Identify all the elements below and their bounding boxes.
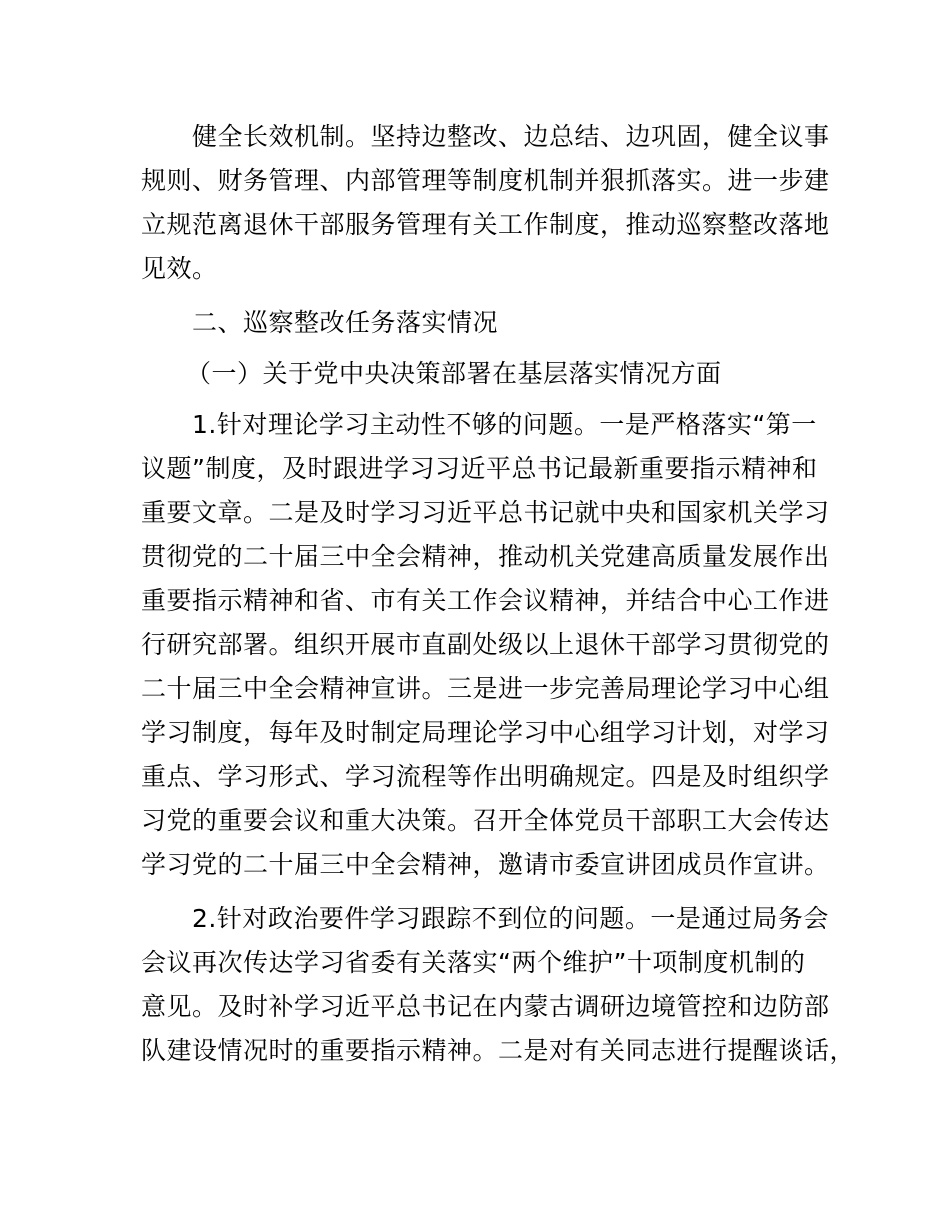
paragraph-2-line-3: 重要文章。二是及时学习习近平总书记就中央和国家机关学习 xyxy=(141,498,830,527)
paragraph-2-line-9: 重点、学习形式、学习流程等作出明确规定。四是及时组织学 xyxy=(141,762,830,791)
paragraph-1-line-1: 健全长效机制。坚持边整改、边总结、边巩固，健全议事 xyxy=(192,122,830,151)
paragraph-2-line-1: 1.针对理论学习主动性不够的问题。一是严格落实“第一 xyxy=(192,410,817,439)
paragraph-3-line-1: 2.针对政治要件学习跟踪不到位的问题。一是通过局务会 xyxy=(192,904,829,933)
paragraph-2-line-11: 学习党的二十届三中全会精神，邀请市委宣讲团成员作宣讲。 xyxy=(141,850,830,879)
section-heading: 二、巡察整改任务落实情况 xyxy=(192,308,499,337)
paragraph-2-line-7: 二十届三中全会精神宣讲。三是进一步完善局理论学习中心组 xyxy=(141,674,830,703)
paragraph-2-line-10: 习党的重要会议和重大决策。召开全体党员干部职工大会传达 xyxy=(141,806,830,835)
paragraph-1-line-3: 立规范离退休干部服务管理有关工作制度，推动巡察整改落地 xyxy=(141,210,830,239)
paragraph-2-line-6: 行研究部署。组织开展市直副处级以上退休干部学习贯彻党的 xyxy=(141,630,830,659)
paragraph-1-line-2: 规则、财务管理、内部管理等制度机制并狠抓落实。进一步建 xyxy=(141,166,830,195)
paragraph-2-line-4: 贯彻党的二十届三中全会精神，推动机关党建高质量发展作出 xyxy=(141,542,830,571)
paragraph-3-line-3: 意见。及时补学习近平总书记在内蒙古调研边境管控和边防部 xyxy=(141,992,830,1021)
subsection-heading: （一）关于党中央决策部署在基层落实情况方面 xyxy=(186,359,722,388)
paragraph-2-line-8: 学习制度，每年及时制定局理论学习中心组学习计划，对学习 xyxy=(141,718,830,747)
paragraph-3-line-2: 会议再次传达学习省委有关落实“两个维护”十项制度机制的 xyxy=(141,948,806,977)
paragraph-2-line-5: 重要指示精神和省、市有关工作会议精神，并结合中心工作进 xyxy=(141,586,830,615)
paragraph-1-line-4: 见效。 xyxy=(141,254,218,283)
paragraph-2-line-2: 议题”制度，及时跟进学习习近平总书记最新重要指示精神和 xyxy=(141,454,818,483)
paragraph-3-line-4: 队建设情况时的重要指示精神。二是对有关同志进行提醒谈话， xyxy=(141,1036,856,1065)
